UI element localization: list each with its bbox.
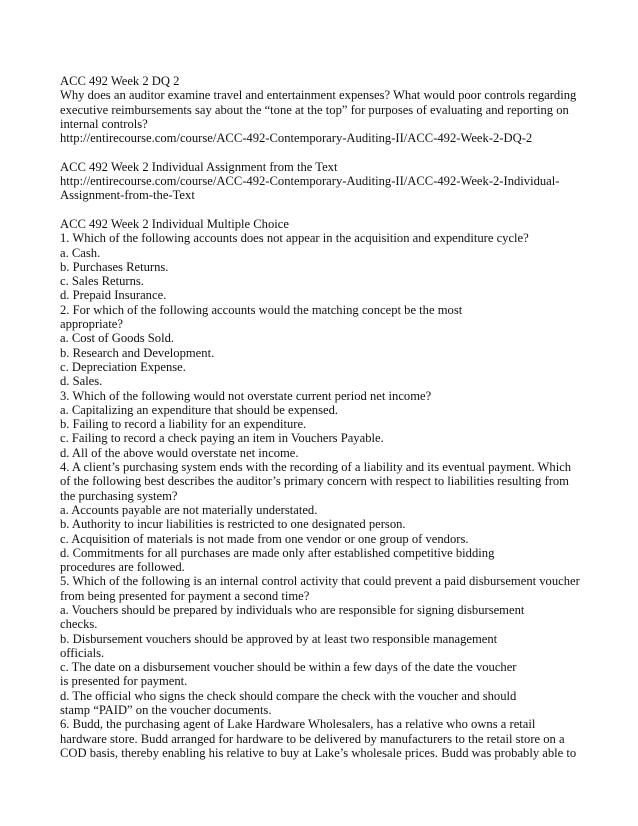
text-line: stamp “PAID” on the voucher documents. [60,703,272,718]
text-line: a. Cost of Goods Sold. [60,331,175,346]
text-line: procedures are followed. [60,560,185,575]
text-line: 1. Which of the following accounts does not appear in the acquisition and expenditure cycle? [60,231,529,246]
text-line: the purchasing system? [60,488,178,503]
text-line: c. The date on a disbursement voucher should be within a few days of the date the voucher [60,660,517,675]
text-line: internal controls? [60,116,148,131]
text-line: from being presented for payment a second time? [60,588,310,603]
text-line: 2. For which of the following accounts would the matching concept be the most [60,302,463,317]
text-line: is presented for payment. [60,674,188,689]
text-line: d. All of the above would overstate net income. [60,445,299,460]
text-line: of the following best describes the auditor’s primary concern with respect to liabilities resulting from [60,474,569,489]
text-line: a. Capitalizing an expenditure that should be expensed. [60,402,339,417]
text-line: d. The official who signs the check should compare the check with the voucher and should [60,688,517,703]
document-page [60,74,585,760]
text-line: c. Failing to record a check paying an item in Vouchers Payable. [60,431,384,446]
text-line: c. Acquisition of materials is not made from one vendor or one group of vendors. [60,531,469,546]
text-line: checks. [60,617,98,632]
text-line: b. Failing to record a liability for an expenditure. [60,417,307,432]
text-line: a. Cash. [60,245,101,260]
text-line: a. Vouchers should be prepared by individuals who are responsible for signing disbursement [60,602,525,617]
text-line: b. Research and Development. [60,345,215,360]
text-line: http://entirecourse.com/course/ACC-492-Contemporary-Auditing-II/ACC-492-Week-2-Individual- [60,174,560,189]
text-line: c. Depreciation Expense. [60,359,186,374]
text-line: ACC 492 Week 2 DQ 2 [60,74,180,88]
text-line: 6. Budd, the purchasing agent of Lake Hardware Wholesalers, has a relative who owns a retail [60,717,536,732]
text-line: d. Commitments for all purchases are made only after established competitive bidding [60,545,495,560]
paragraph-gap [60,203,585,217]
text-line: b. Disbursement vouchers should be approved by at least two responsible management [60,631,498,646]
text-line: d. Prepaid Insurance. [60,288,167,303]
text-line: b. Purchases Returns. [60,259,169,274]
text-line: http://entirecourse.com/course/ACC-492-Contemporary-Auditing-II/ACC-492-Week-2-DQ-2 [60,131,533,146]
text-line: ACC 492 Week 2 Individual Multiple Choice [60,216,289,231]
text-line: ACC 492 Week 2 Individual Assignment from the Text [60,159,338,174]
text-line: appropriate? [60,317,123,332]
paragraph-gap [60,145,585,159]
text-line: d. Sales. [60,374,103,389]
text-line: 3. Which of the following would not overstate current period net income? [60,388,432,403]
text-line: b. Authority to incur liabilities is restricted to one designated person. [60,517,406,532]
text-line: c. Sales Returns. [60,274,144,289]
text-line: Why does an auditor examine travel and entertainment expenses? What would poor controls regarding [60,88,577,103]
text-line: 4. A client’s purchasing system ends with the recording of a liability and its eventual payment. Which [60,460,572,475]
text-line: a. Accounts payable are not materially understated. [60,502,318,517]
text-line: 5. Which of the following is an internal control activity that could prevent a paid disbursement voucher [60,574,580,589]
text-line: hardware store. Budd arranged for hardware to be delivered by manufacturers to the retail store on a [60,731,565,746]
text-line: COD basis, thereby enabling his relative to buy at Lake’s wholesale prices. Budd was probably able to [60,745,577,760]
text-line: Assignment-from-the-Text [60,188,195,203]
text-line: executive reimbursements say about the “tone at the top” for purposes of evaluating and reporting on [60,102,569,117]
text-line: officials. [60,645,105,660]
